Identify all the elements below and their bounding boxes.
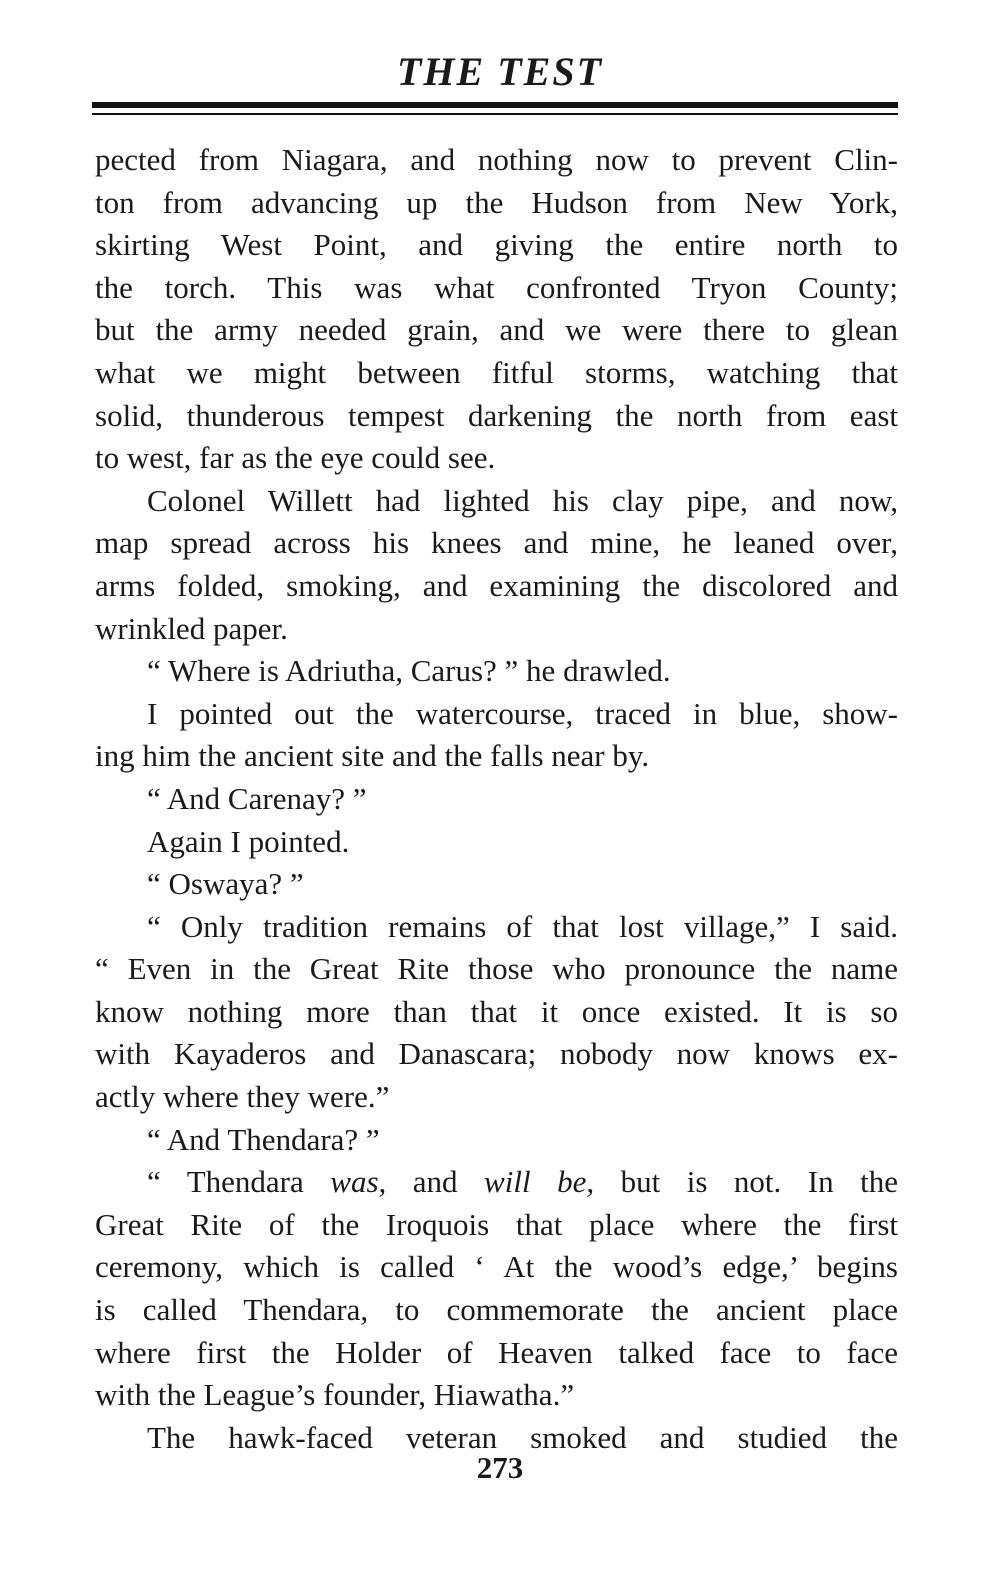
- text-line: with the League’s founder, Hiawatha.”: [95, 1377, 575, 1413]
- text-line: map spread across his knees and mine, he leaned over,: [95, 525, 898, 561]
- text-line: I pointed out the watercourse, traced in blue, show-: [147, 695, 898, 731]
- text-line: actly where they were.”: [95, 1079, 390, 1115]
- text-line: skirting West Point, and giving the entire north to: [95, 227, 898, 263]
- text-line: Again I pointed.: [147, 823, 350, 859]
- page-number: 273: [476, 1450, 524, 1485]
- text-line: with Kayaderos and Danascara; nobody now knows ex-: [95, 1036, 898, 1072]
- running-title: THE TEST: [396, 49, 604, 94]
- text-line: “ Even in the Great Rite those who pronounce the name: [95, 951, 898, 987]
- body-text: [95, 139, 898, 1459]
- text-line: what we might between fitful storms, watching that: [95, 354, 898, 390]
- header-rule-thick: [92, 102, 898, 108]
- text-line: is called Thendara, to commemorate the ancient place: [95, 1292, 898, 1328]
- text-line: Great Rite of the Iroquois that place where the first: [95, 1206, 898, 1242]
- text-line: “ And Thendara? ”: [147, 1121, 380, 1157]
- text-line: arms folded, smoking, and examining the discolored and: [95, 567, 898, 603]
- text-line: solid, thunderous tempest darkening the north from east: [95, 397, 898, 433]
- text-line: “ Only tradition remains of that lost village,” I said.: [147, 908, 898, 944]
- text-line: ceremony, which is called ‘ At the wood’s edge,’ begins: [95, 1249, 898, 1285]
- text-line: to west, far as the eye could see.: [95, 440, 496, 476]
- header-rule-thin: [92, 113, 898, 115]
- text-line: pected from Niagara, and nothing now to prevent Clin-: [95, 142, 898, 177]
- text-line: wrinkled paper.: [95, 610, 288, 646]
- text-line: but the army needed grain, and we were there to glean: [95, 312, 898, 348]
- text-line: The hawk-faced veteran smoked and studied the: [147, 1419, 898, 1455]
- text-line: “ And Carenay? ”: [147, 780, 367, 816]
- text-line: “ Oswaya? ”: [147, 866, 304, 902]
- text-line: know nothing more than that it once existed. It is so: [95, 993, 898, 1029]
- text-line: ton from advancing up the Hudson from New York,: [95, 184, 898, 220]
- text-line: ing him the ancient site and the falls near by.: [95, 738, 650, 774]
- text-line: “ Thendara was, and will be, but is not. In the: [147, 1164, 898, 1200]
- text-line: the torch. This was what confronted Tryon County;: [95, 269, 898, 305]
- text-line: “ Where is Adriutha, Carus? ” he drawled.: [147, 653, 671, 689]
- text-line: where first the Holder of Heaven talked face to face: [95, 1334, 898, 1370]
- text-line: Colonel Willett had lighted his clay pipe, and now,: [147, 482, 898, 518]
